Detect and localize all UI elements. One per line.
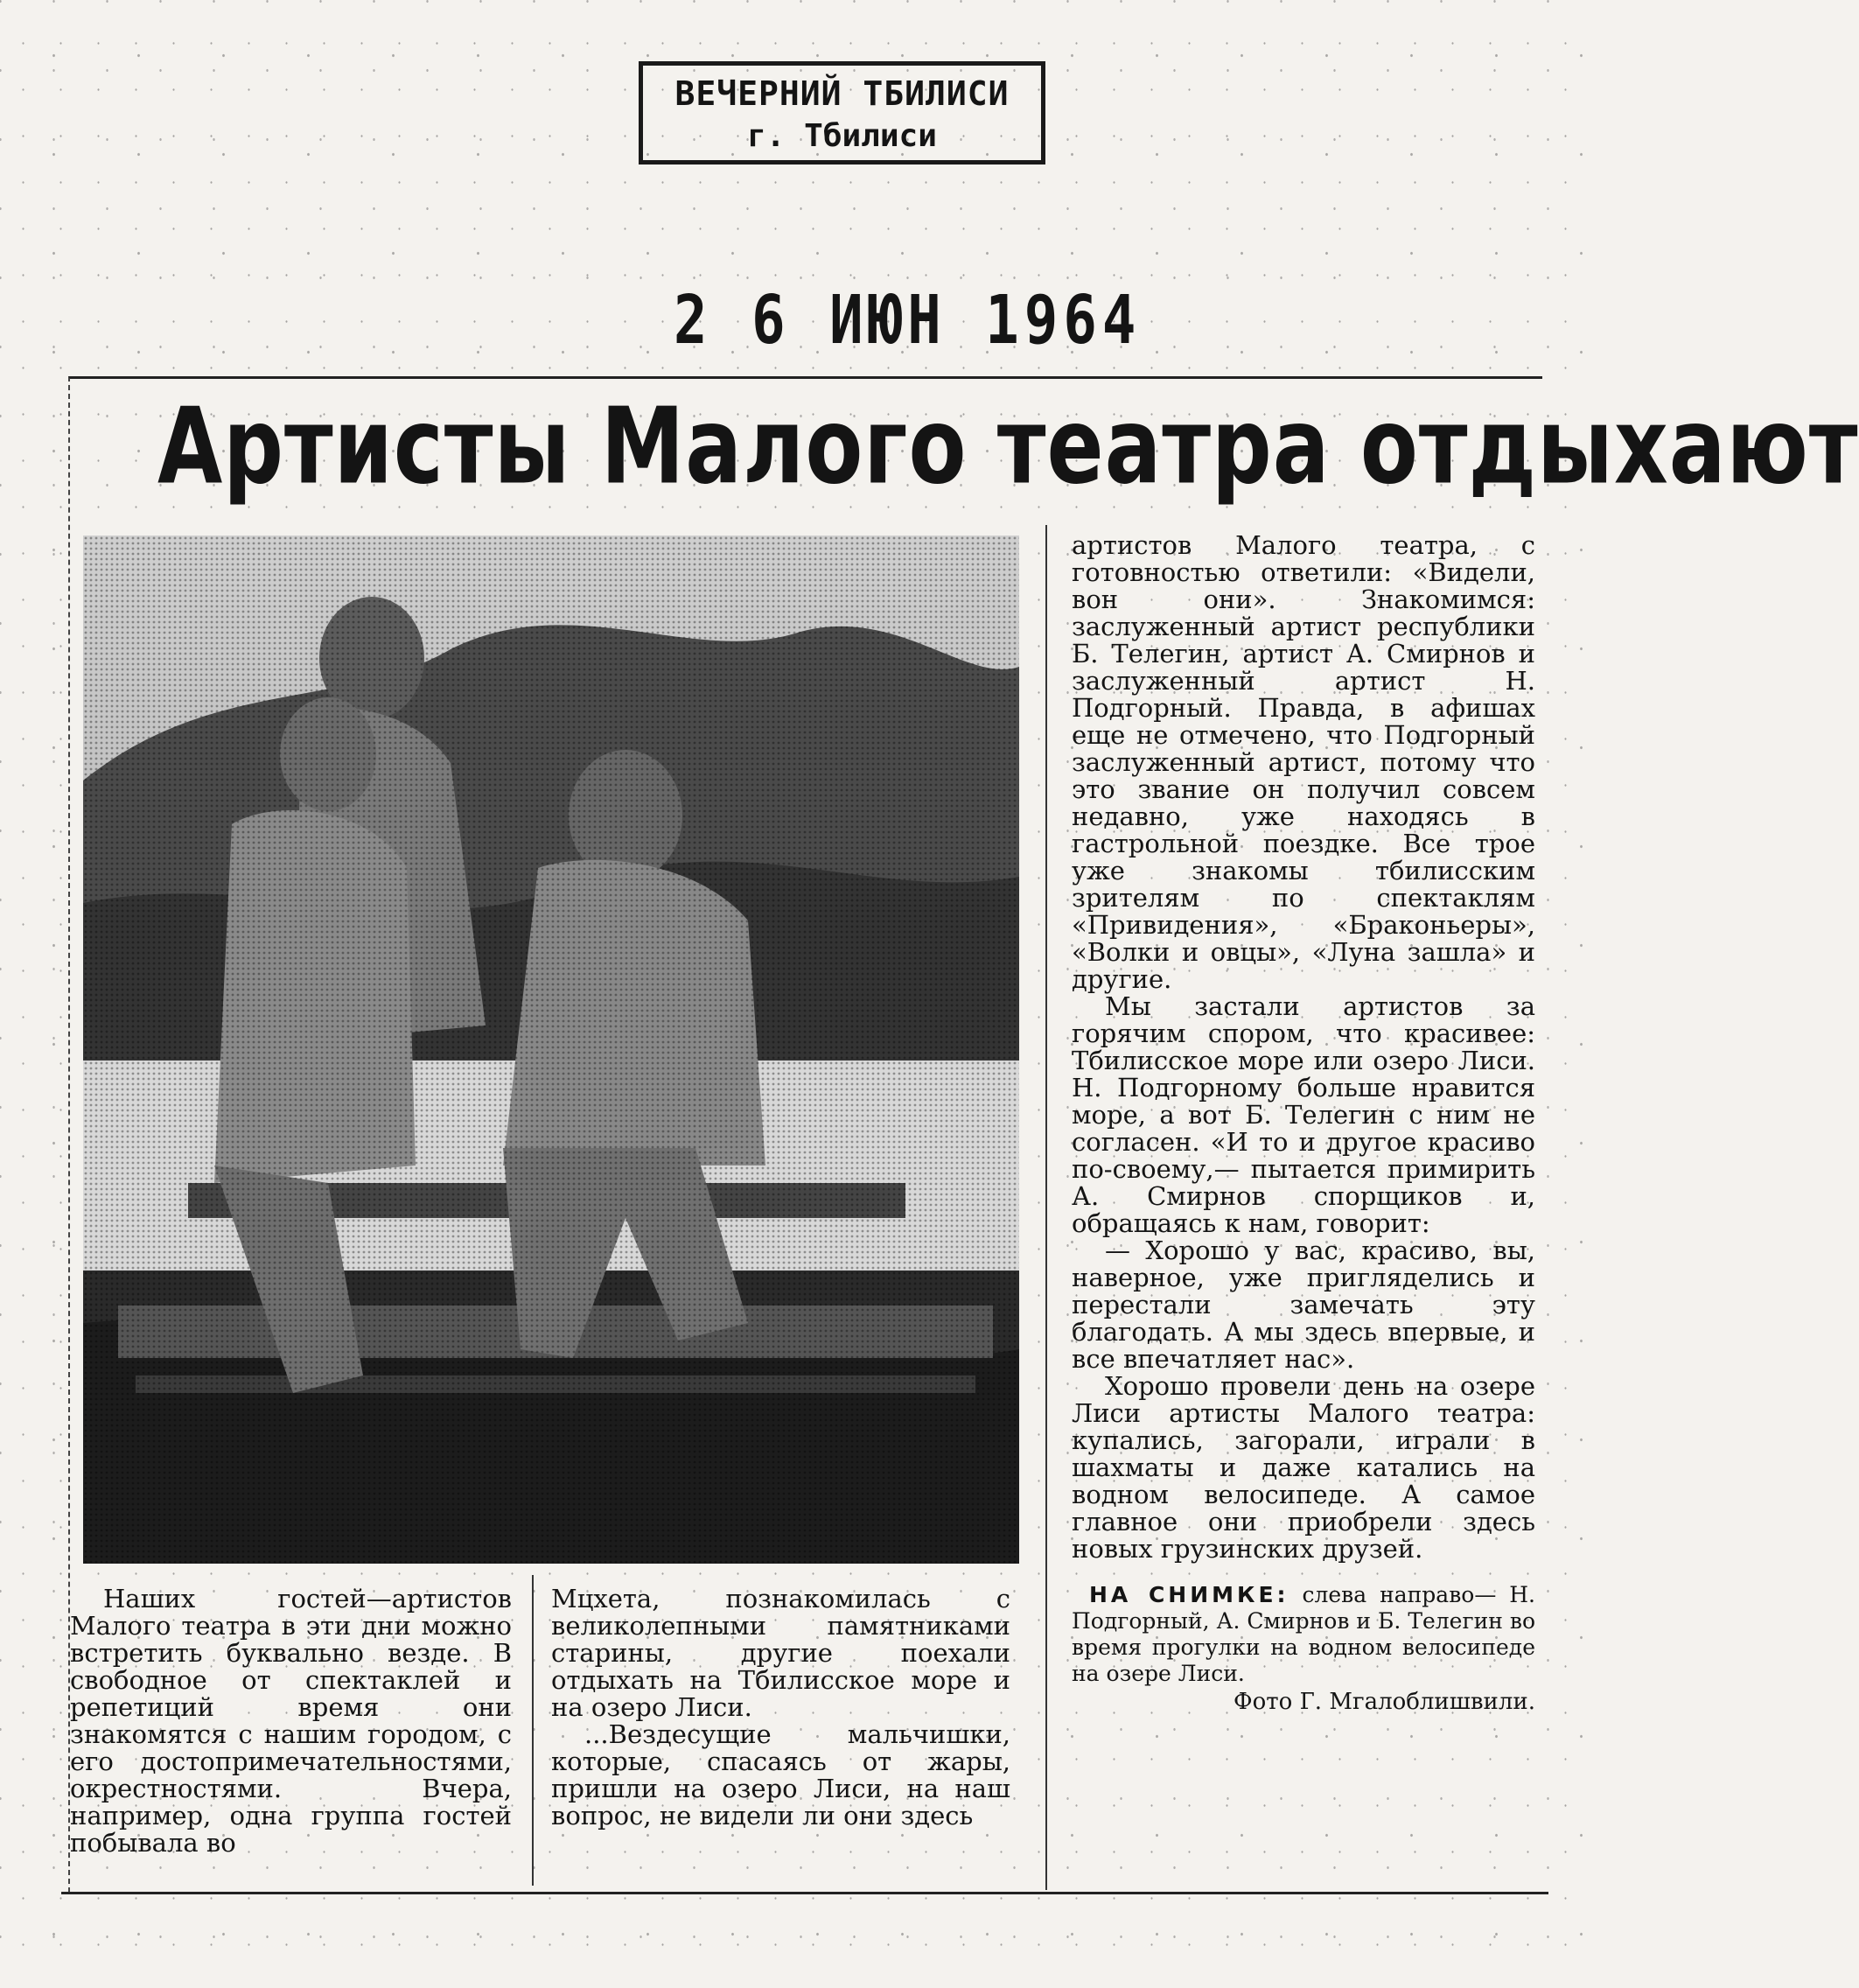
article-headline: Артисты Малого театра отдыхают: [157, 385, 1859, 508]
article-paragraph: Хорошо провели день на озере Лиси артисты Малого театра: купались, загорали, играли в шахматы и даже катались на водном велосипеде. А самое главное они приобрели здесь новых грузинских друзей.: [1072, 1371, 1535, 1564]
newspaper-stamp: [639, 61, 1045, 164]
article-bottom-column-2: [551, 1586, 1010, 1830]
column-divider: [532, 1575, 534, 1886]
article-paragraph: — Хорошо у вас, красиво, вы, наверное, уже пригляделись и перестали замечать эту благодать. А мы здесь впервые, и все впечатляет нас».: [1072, 1236, 1535, 1374]
photo-illustration: [83, 536, 1019, 1564]
photo-caption: [1072, 1582, 1535, 1687]
photo-credit: Фото Г. Мгалоблишвили.: [1234, 1689, 1535, 1715]
bottom-rule: [61, 1892, 1548, 1894]
article-paragraph: ...Вездесущие мальчишки, которые, спасаясь от жары, пришли на озеро Лиси, на наш вопрос, не видели ли они здесь: [551, 1719, 1010, 1830]
article-paragraph: Мцхета, познакомилась с великолепными памятниками старины, другие поехали отдыхать на Тбилисское море и на озеро Лиси.: [551, 1584, 1010, 1722]
caption-lead: НА СНИМКЕ:: [1089, 1582, 1289, 1607]
article-paragraph: артистов Малого театра, с готовностью ответили: «Видели, вон они». Знакомимся: заслуженный артист республики Б. Телегин, артист А. Смирнов и заслуженный артист Н. Подгорный. Правда, в афишах еще не отмечено, что Подгорный заслуженный артист, потому что это звание он получил совсем недавно, уже находясь в гастрольной поездке. Все трое уже знакомы тбилисским зрителям по спектаклям «Привидения», «Браконьеры», «Волки и овцы», «Луна зашла» и другие.: [1072, 530, 1535, 994]
date-stamp: 2 6 ИЮН 1964: [674, 282, 1142, 360]
caption-text: слева направо— Н. Подгорный, А. Смирнов и Б. Телегин во время прогулки на водном велосипеде на озере Лиси.: [1072, 1582, 1536, 1686]
article-bottom-column-1: [70, 1586, 512, 1857]
article-paragraph: Наших гостей—артистов Малого театра в эти дни можно встретить буквально везде. В свободное от спектаклей и репетиций время они знакомятся с нашим городом, с его достопримечательностями, окрестностями. Вчера, например, одна группа гостей побывала во: [70, 1584, 512, 1858]
article-right-column: [1072, 532, 1535, 1716]
article-paragraph: Мы застали артистов за горячим спором, что красивее: Тбилисское море или озеро Лиси. Н. Подгорному больше нравится море, а вот Б. Телегин с ним не согласен. «И то и другое красиво по-своему,— пытается примирить А. Смирнов спорщиков и, обращаясь к нам, говорит:: [1072, 991, 1535, 1238]
column-divider: [1045, 525, 1047, 1890]
stamp-city: г. Тбилиси: [747, 118, 937, 154]
article-photo: [83, 536, 1019, 1564]
stamp-newspaper-name: ВЕЧЕРНИЙ ТБИЛИСИ: [674, 74, 1010, 113]
